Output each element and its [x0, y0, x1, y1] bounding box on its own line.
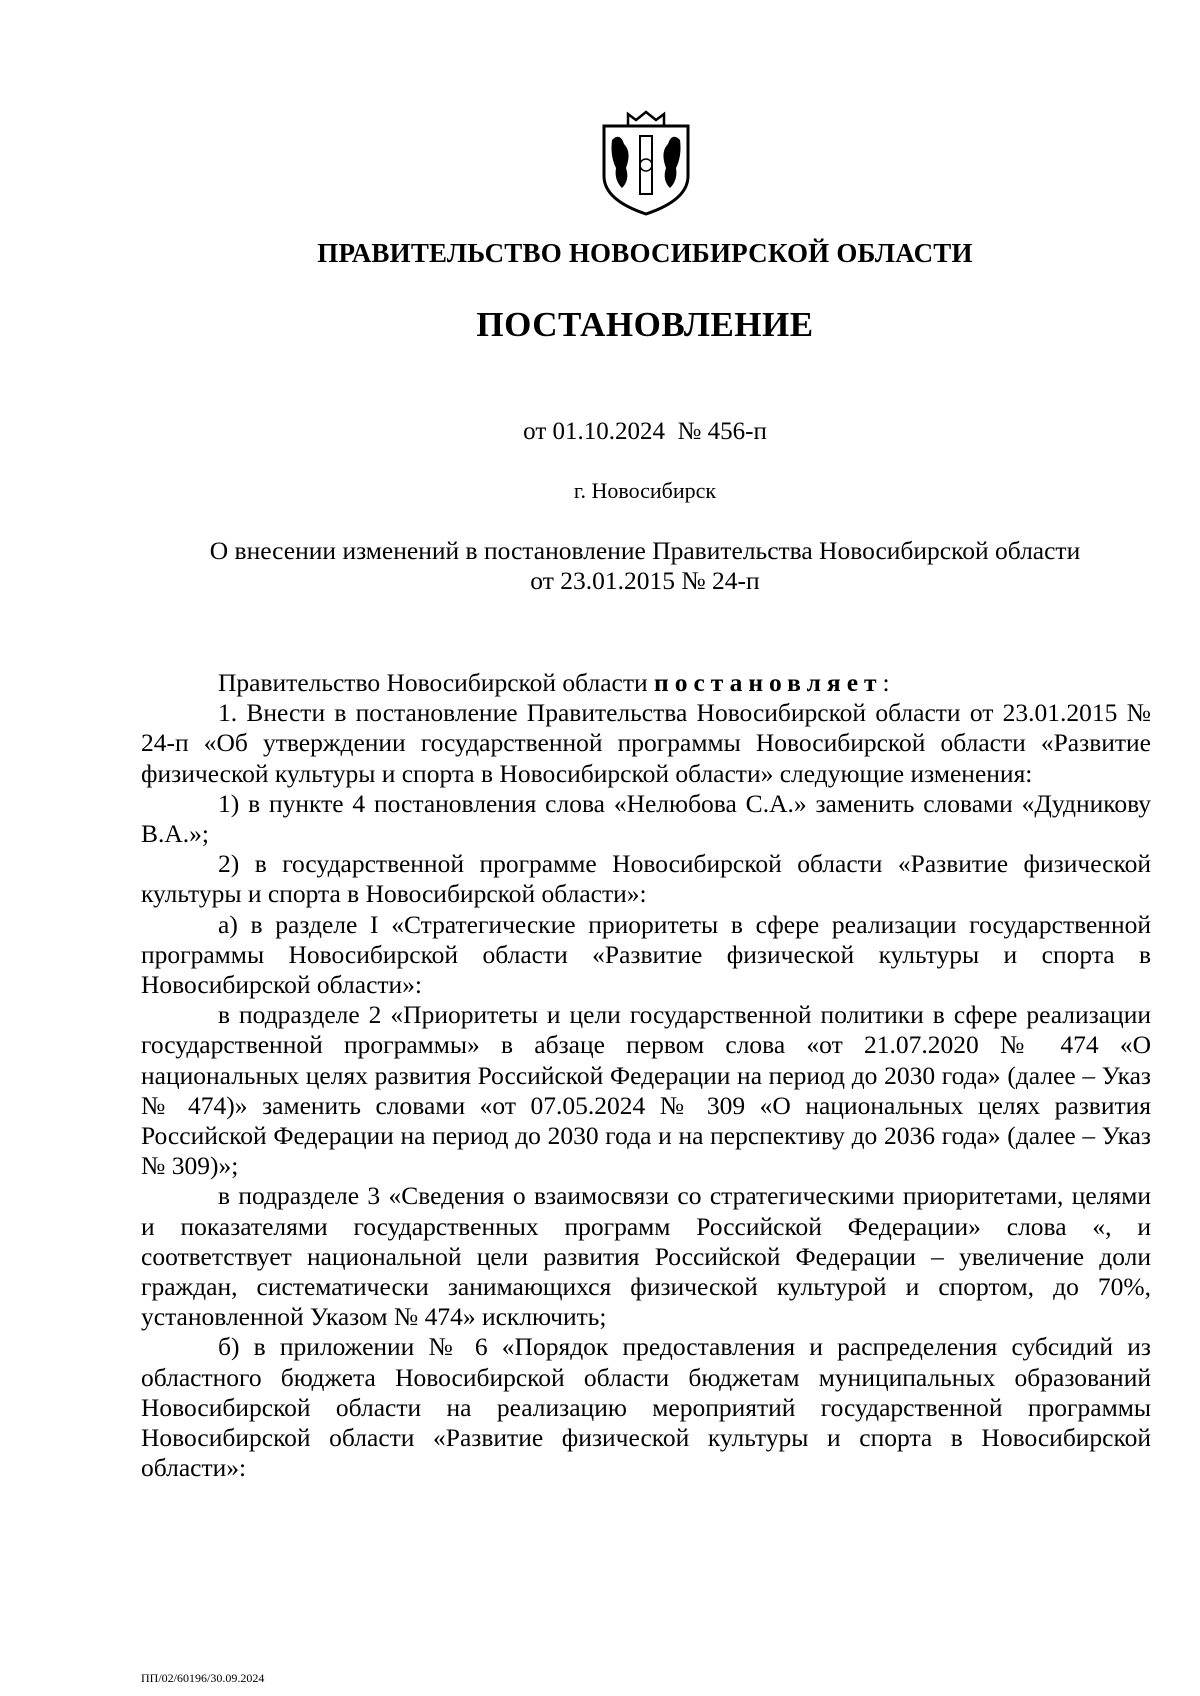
paragraph: в подразделе 3 «Сведения о взаимосвязи со стратегическими приоритетами, целями и показателями государственных программ Российской Федерации» слова «, и соответствует национальной цели развития Российской Федерации – увеличение доли граждан, систематически занимающихся физической культурой и спортом, до 70%, установленной Указом № 474» исключить;	[141, 1181, 1151, 1332]
document-type: ПОСТАНОВЛЕНИЕ	[476, 305, 814, 344]
intro-emphasis: постановляет	[654, 668, 883, 697]
paragraph: б) в приложении № 6 «Порядок предоставления и распределения субсидий из областного бюджета Новосибирской области бюджетам муниципальных образований Новосибирской области на реализацию мероприятий государственной программы Новосибирской области «Развитие физической культуры и спорта в Новосибирской области»:	[141, 1332, 1151, 1483]
paragraph: 2) в государственной программе Новосибирской области «Развитие физической культуры и спорта в Новосибирской области»:	[141, 849, 1151, 909]
paragraph: в подразделе 2 «Приоритеты и цели государственной политики в сфере реализации государственной программы» в абзаце первом слова «от 21.07.2020 № 474 «О национальных целях развития Российской Федерации на период до 2030 года» (далее – Указ № 474)» заменить словами «от 07.05.2024 № 309 «О национальных целях развития Российской Федерации на период до 2030 года и на перспективу до 2036 года» (далее – Указ № 309)»;	[141, 1000, 1151, 1181]
date-number: от 01.10.2024 № 456-п	[523, 418, 767, 445]
subject-line-1: О внесении изменений в постановление Правительства Новосибирской области	[209, 536, 1081, 565]
coat-of-arms-icon	[600, 110, 692, 218]
paragraph: 1) в пункте 4 постановления слова «Нелюбова С.А.» заменить словами «Дудникову В.А.»;	[141, 788, 1151, 849]
document-subject	[140, 536, 1150, 596]
subject-line-2: от 23.01.2015 № 24-п	[530, 566, 760, 595]
document-code: ПП/02/60196/30.09.2024	[141, 1671, 265, 1685]
intro-suffix: :	[882, 668, 890, 697]
paragraph: а) в разделе I «Стратегические приоритеты в сфере реализации государственной программы Новосибирской области «Развитие физической культуры и спорта в Новосибирской области»:	[141, 909, 1151, 1000]
paragraph: 1. Внести в постановление Правительства Новосибирской области от 23.01.2015 № 24-п «Об утверждении государственной программы Новосибирской области «Развитие физической культуры и спорта в Новосибирской области» следующие изменения:	[141, 698, 1151, 788]
document-body	[141, 668, 1151, 1483]
government-name: ПРАВИТЕЛЬСТВО НОВОСИБИРСКОЙ ОБЛАСТИ	[317, 238, 973, 268]
city: г. Новосибирск	[573, 478, 717, 503]
intro-prefix: Правительство Новосибирской области	[218, 668, 654, 697]
intro-paragraph	[141, 668, 1151, 698]
